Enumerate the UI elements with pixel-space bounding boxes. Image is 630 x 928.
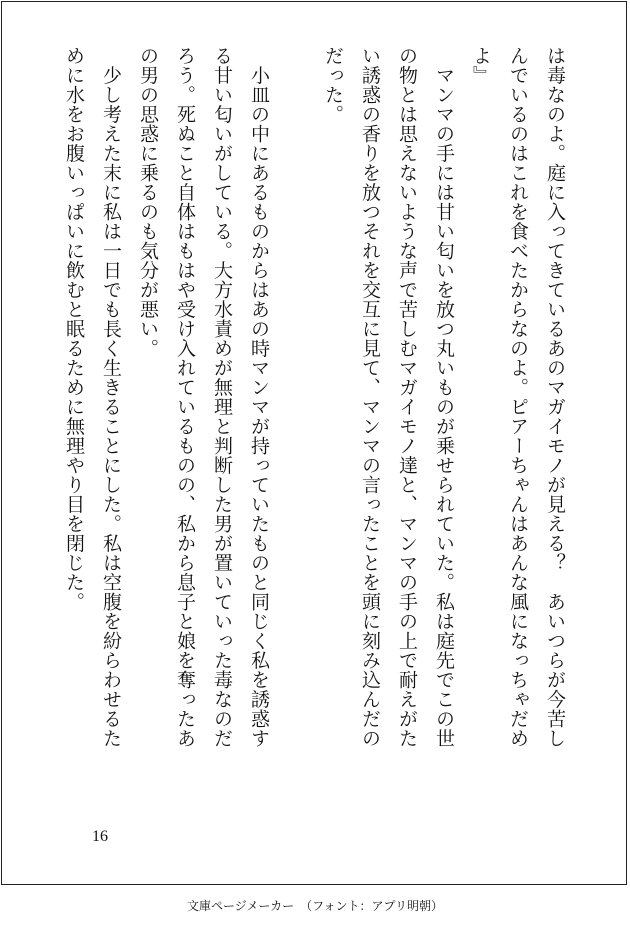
vertical-text-body — [50, 46, 570, 748]
text-line: の物とは思えないような声で苦しむマガイモノ達と、マンマの手の上で耐えがた — [396, 46, 418, 748]
text-line: だった。 — [322, 46, 344, 124]
text-line: 少し考えた末に私は一日でも長く生きることにした。私は空腹を紛らわせるた — [100, 46, 122, 748]
text-line: 小皿の中にあるものからはあの時マンマが持っていたものと同じく私を誘惑す — [248, 46, 270, 748]
text-line: よ』 — [470, 46, 492, 85]
text-line: い誘惑の香りを放つそれを交互に見て、マンマの言ったことを頭に刻み込んだの — [359, 46, 381, 748]
text-line-blank — [281, 46, 311, 706]
text-line: の男の思惑に乗るのも気分が悪い。 — [137, 46, 159, 358]
text-line: めに水をお腹いっぱいに飲むと眠るために無理やり目を閉じた。 — [63, 46, 85, 612]
text-line: る甘い匂いがしている。大方水責めが無理と判断した男が置いていった毒なのだ — [211, 46, 233, 748]
text-line: マンマの手には甘い匂いを放つ丸いものが乗せられていた。私は庭先でこの世 — [433, 46, 455, 748]
text-line: んでいるのはこれを食べたからなのよ。ピアーちゃんはあんな風になっちゃだめ — [507, 46, 529, 748]
text-line: ろう。死ぬこと自体はもはや受け入れているものの、私から息子と娘を奪ったあ — [174, 46, 196, 748]
footer-credit: 文庫ページメーカー （フォント：アプリ明朝） — [186, 899, 444, 913]
page-number: 16 — [92, 828, 108, 845]
book-page — [1, 1, 627, 885]
text-line: は毒なのよ。庭に入ってきているあのマガイモノが見える？ あいつらが今苦し — [544, 46, 566, 748]
